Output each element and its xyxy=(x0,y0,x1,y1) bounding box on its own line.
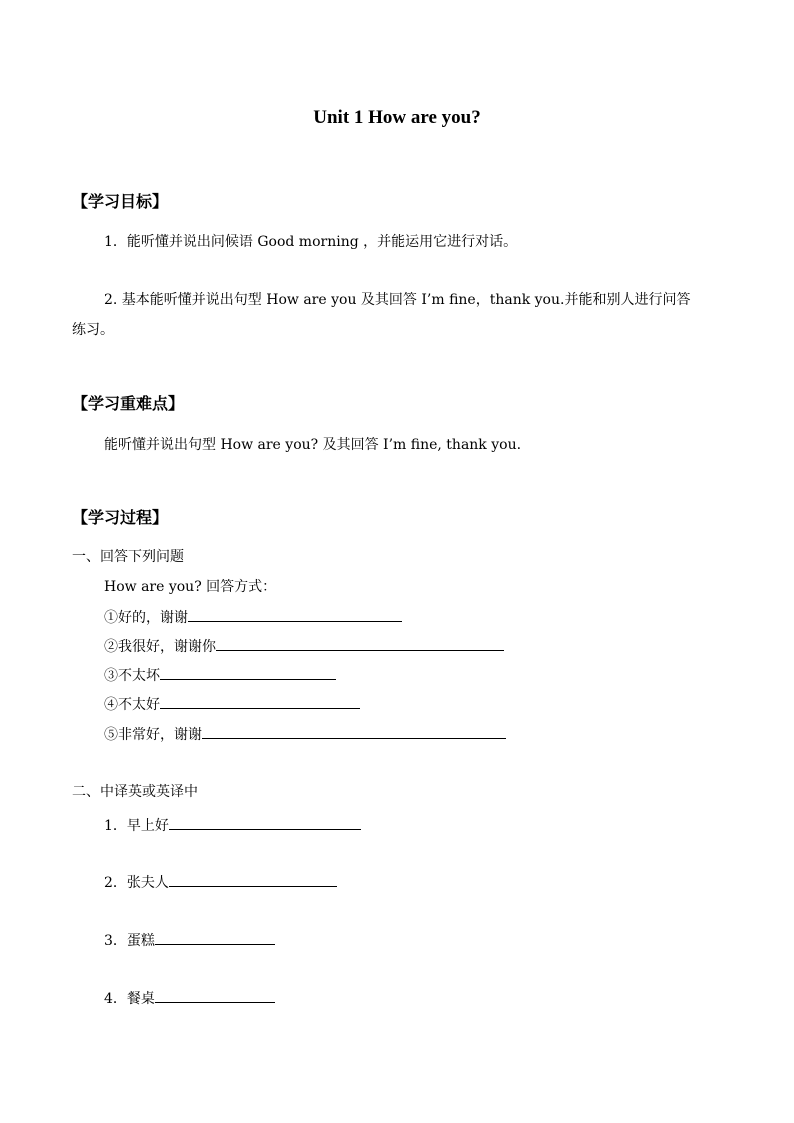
answer-item-label: ②我很好，谢谢你 xyxy=(104,639,216,655)
section-2-title: 二、中译英或英译中 xyxy=(72,784,198,800)
translation-item-label: 2．张夫人 xyxy=(104,875,169,891)
answer-item xyxy=(104,693,360,715)
translation-item xyxy=(104,987,275,1009)
page-title: Unit 1 How are you? xyxy=(313,107,481,128)
translation-item xyxy=(104,929,275,951)
translation-item-label: 3．蛋糕 xyxy=(104,933,155,949)
key-points-text: 能听懂并说出句型 How are you? 及其回答 I’m fine, thank you. xyxy=(104,437,522,453)
answer-item xyxy=(104,606,402,628)
answer-item xyxy=(104,723,506,745)
answer-item xyxy=(104,635,504,657)
answer-blank[interactable] xyxy=(202,723,506,739)
answer-blank[interactable] xyxy=(160,693,360,709)
objective-item-2-line-1: 2. 基本能听懂并说出句型 How are you 及其回答 I’m fine，thank you.并能和别人进行问答 xyxy=(104,292,691,308)
answer-blank[interactable] xyxy=(188,606,402,622)
translation-item xyxy=(104,871,337,893)
translation-blank[interactable] xyxy=(155,929,275,945)
key-points-heading: 【学习重难点】 xyxy=(72,394,185,413)
answer-blank[interactable] xyxy=(160,664,336,680)
answer-item-label: ③不太坏 xyxy=(104,668,160,684)
translation-item-label: 4．餐桌 xyxy=(104,991,155,1007)
answer-item-label: ①好的，谢谢 xyxy=(104,610,188,626)
translation-item-label: 1．早上好 xyxy=(104,818,169,834)
objectives-heading: 【学习目标】 xyxy=(72,192,169,211)
translation-blank[interactable] xyxy=(169,871,337,887)
answer-item-label: ⑤非常好，谢谢 xyxy=(104,727,202,743)
section-1-title: 一、回答下列问题 xyxy=(72,549,184,565)
objective-item-1: 1．能听懂并说出问候语 Good morning ，并能运用它进行对话。 xyxy=(104,234,518,250)
translation-item xyxy=(104,814,361,836)
translation-blank[interactable] xyxy=(169,814,361,830)
process-heading: 【学习过程】 xyxy=(72,508,169,527)
answer-item xyxy=(104,664,336,686)
objective-item-2-line-2: 练习。 xyxy=(72,322,114,338)
answer-item-label: ④不太好 xyxy=(104,697,160,713)
translation-blank[interactable] xyxy=(155,987,275,1003)
section-1-prompt: How are you? 回答方式： xyxy=(104,579,277,595)
answer-blank[interactable] xyxy=(216,635,504,651)
